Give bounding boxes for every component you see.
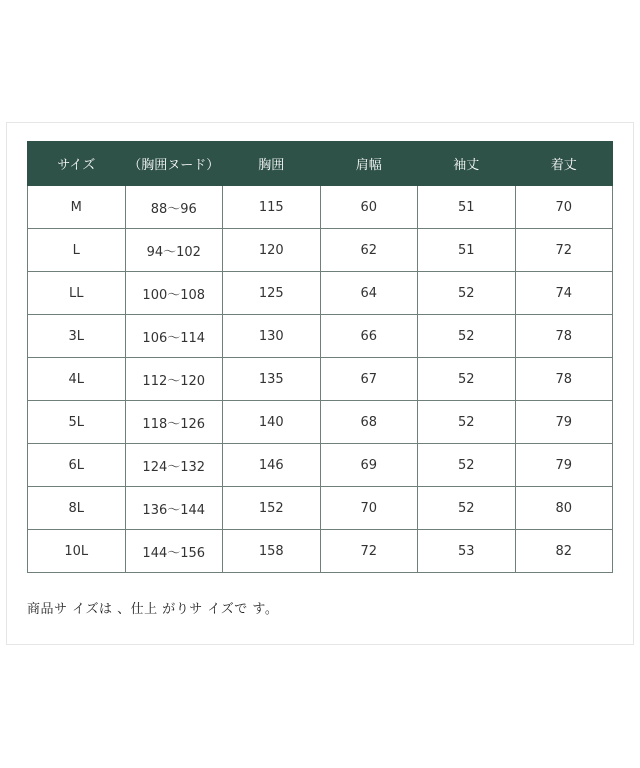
cell-body-length: 82 — [515, 530, 613, 573]
cell-size: 4L — [28, 358, 126, 401]
header-shoulder-width: 肩幅 — [320, 142, 418, 186]
cell-nude-chest: 94～102 — [125, 229, 223, 272]
table-row — [28, 315, 613, 358]
cell-sleeve-length: 51 — [418, 186, 516, 229]
table-row — [28, 186, 613, 229]
cell-size: M — [28, 186, 126, 229]
header-body-length: 着丈 — [515, 142, 613, 186]
table-row — [28, 229, 613, 272]
cell-chest: 120 — [223, 229, 321, 272]
cell-chest: 158 — [223, 530, 321, 573]
cell-nude-chest: 106～114 — [125, 315, 223, 358]
cell-nude-chest: 136～144 — [125, 487, 223, 530]
cell-nude-chest: 112～120 — [125, 358, 223, 401]
cell-chest: 135 — [223, 358, 321, 401]
cell-nude-chest: 118～126 — [125, 401, 223, 444]
cell-size: 6L — [28, 444, 126, 487]
cell-body-length: 80 — [515, 487, 613, 530]
cell-sleeve-length: 52 — [418, 487, 516, 530]
cell-shoulder-width: 67 — [320, 358, 418, 401]
cell-size: 5L — [28, 401, 126, 444]
cell-size: 3L — [28, 315, 126, 358]
cell-shoulder-width: 62 — [320, 229, 418, 272]
table-row — [28, 487, 613, 530]
cell-body-length: 78 — [515, 358, 613, 401]
cell-body-length: 70 — [515, 186, 613, 229]
header-sleeve-length: 袖丈 — [418, 142, 516, 186]
header-size: サイズ — [28, 142, 126, 186]
cell-sleeve-length: 51 — [418, 229, 516, 272]
cell-body-length: 78 — [515, 315, 613, 358]
cell-body-length: 79 — [515, 444, 613, 487]
size-note: 商品サ イズは 、仕上 がりサ イズで す。 — [27, 602, 279, 617]
cell-chest: 125 — [223, 272, 321, 315]
cell-nude-chest: 100～108 — [125, 272, 223, 315]
cell-sleeve-length: 53 — [418, 530, 516, 573]
cell-sleeve-length: 52 — [418, 358, 516, 401]
cell-sleeve-length: 52 — [418, 401, 516, 444]
cell-size: LL — [28, 272, 126, 315]
header-nude-chest: （胸囲ヌード） — [125, 142, 223, 186]
cell-shoulder-width: 68 — [320, 401, 418, 444]
cell-body-length: 72 — [515, 229, 613, 272]
cell-body-length: 74 — [515, 272, 613, 315]
cell-size: 8L — [28, 487, 126, 530]
cell-chest: 152 — [223, 487, 321, 530]
cell-sleeve-length: 52 — [418, 272, 516, 315]
cell-nude-chest: 124～132 — [125, 444, 223, 487]
table-header-row — [28, 142, 613, 186]
table-row — [28, 272, 613, 315]
table-row — [28, 530, 613, 573]
cell-shoulder-width: 69 — [320, 444, 418, 487]
cell-shoulder-width: 64 — [320, 272, 418, 315]
size-chart-table — [27, 141, 613, 573]
cell-size: 10L — [28, 530, 126, 573]
cell-shoulder-width: 60 — [320, 186, 418, 229]
cell-size: L — [28, 229, 126, 272]
cell-chest: 146 — [223, 444, 321, 487]
cell-chest: 140 — [223, 401, 321, 444]
cell-shoulder-width: 66 — [320, 315, 418, 358]
cell-shoulder-width: 72 — [320, 530, 418, 573]
cell-chest: 115 — [223, 186, 321, 229]
cell-nude-chest: 88～96 — [125, 186, 223, 229]
cell-nude-chest: 144～156 — [125, 530, 223, 573]
cell-body-length: 79 — [515, 401, 613, 444]
cell-sleeve-length: 52 — [418, 444, 516, 487]
header-chest: 胸囲 — [223, 142, 321, 186]
table-row — [28, 358, 613, 401]
cell-shoulder-width: 70 — [320, 487, 418, 530]
cell-sleeve-length: 52 — [418, 315, 516, 358]
cell-chest: 130 — [223, 315, 321, 358]
table-row — [28, 401, 613, 444]
table-row — [28, 444, 613, 487]
